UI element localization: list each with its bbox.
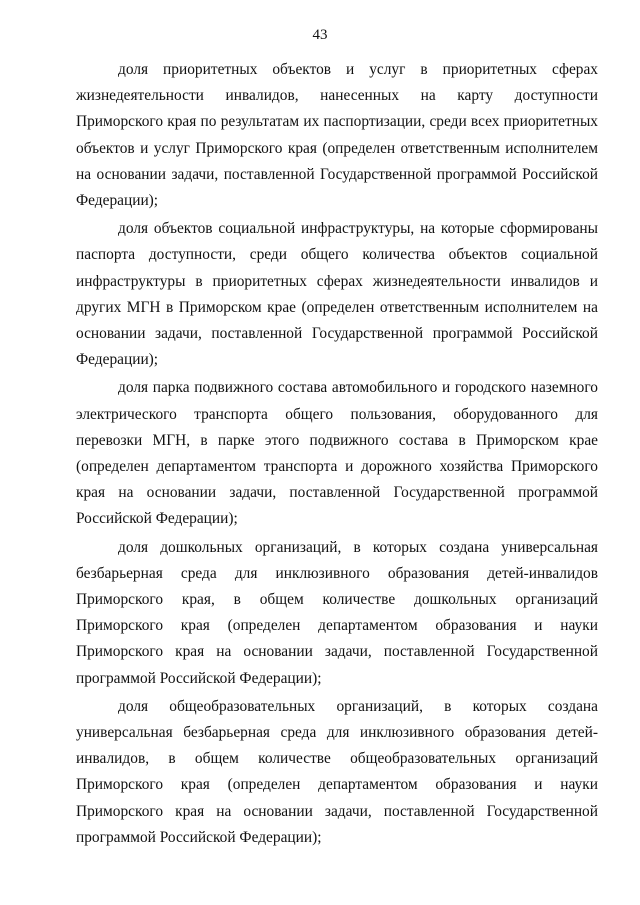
page-number: 43 [312,27,328,43]
paragraph-accessibility-passports-share: доля объектов социальной инфраструктуры, на которые сформированы паспорта доступности, среди общего количества объектов социальной инфраструктуры в приоритетных сферах жизнедеятельности инвалидов и других МГН в Приморском крае (определен ответственным исполнителем на основании задачи, поставленной Государственной программой Российской Федерации); [76,220,598,369]
paragraph-preschool-organizations-share: доля дошкольных организаций, в которых создана универсальная безбарьерная среда для инклюзивного образования детей-инвалидов Приморского края, в общем количестве дошкольных организаций Приморского края (определен департаментом образования и науки Приморского края на основании задачи, поставленной Государственной программой Российской Федерации); [76,538,598,687]
document-body [76,57,598,853]
paragraph-general-education-organizations-share: доля общеобразовательных организаций, в которых создана универсальная безбарьерная среда для инклюзивного образования детей-инвалидов, в общем количестве общеобразовательных организаций Приморского края (определен департаментом образования и науки Приморского края на основании задачи, поставленной Государственной программой Российской Федерации); [76,697,598,846]
paragraph-transport-fleet-share: доля парка подвижного состава автомобильного и городского наземного электрического транспорта общего пользования, оборудованного для перевозки МГН, в парке этого подвижного состава в Приморском крае (определен департаментом транспорта и дорожного хозяйства Приморского края на основании задачи, поставленной Государственной программой Российской Федерации); [76,379,598,528]
paragraph-priority-objects-share: доля приоритетных объектов и услуг в приоритетных сферах жизнедеятельности инвалидов, нанесенных на карту доступности Приморского края по результатам их паспортизации, среди всех приоритетных объектов и услуг Приморского края (определен ответственным исполнителем на основании задачи, поставленной Государственной программой Российской Федерации); [76,61,598,210]
